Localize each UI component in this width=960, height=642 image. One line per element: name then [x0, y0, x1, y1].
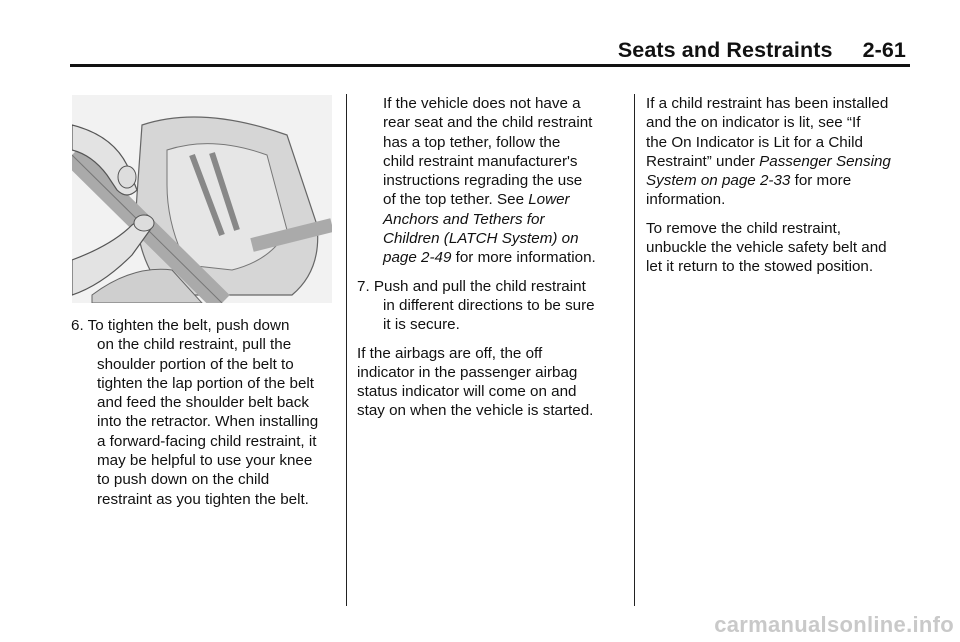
- step-6-line-8: may be helpful to use your knee: [97, 452, 313, 470]
- indicator-para-suffix: for more: [790, 172, 852, 190]
- column-1: [71, 316, 339, 509]
- tether-para-line-2: rear seat and the child restraint: [383, 114, 593, 132]
- indicator-para-line-3: the On Indicator is Lit for a Child: [646, 133, 863, 151]
- child-restraint-illustration: [72, 95, 332, 303]
- column-divider-1: [346, 94, 347, 606]
- latch-page-reference-link[interactable]: page 2-49: [383, 249, 452, 267]
- tether-para-line-1: If the vehicle does not have a: [383, 95, 581, 112]
- tether-para-text: of the top tether. See: [383, 191, 529, 209]
- step-6-line-6: into the retractor. When installing: [97, 413, 319, 431]
- latch-reference-link-line-2[interactable]: Anchors and Tethers for: [383, 210, 545, 228]
- step-7-line-2: in different directions to be sure: [383, 296, 595, 314]
- airbag-para-line-4: stay on when the vehicle is started.: [357, 402, 594, 420]
- indicator-para-line-5: [646, 171, 914, 190]
- step-7-line-1: 7. Push and pull the child restraint: [357, 277, 586, 295]
- remove-para-line-2: unbuckle the vehicle safety belt and: [646, 239, 887, 257]
- remove-para-line-1: To remove the child restraint,: [646, 219, 841, 237]
- column-2: [357, 94, 625, 421]
- tether-para-line-6: [357, 190, 625, 209]
- latch-reference-link-line-3[interactable]: Children (LATCH System) on: [383, 230, 579, 248]
- indicator-para-line-6: information.: [646, 191, 726, 209]
- indicator-para-line-2: and the on indicator is lit, see “If: [646, 114, 861, 132]
- step-6-line-4: tighten the lap portion of the belt: [97, 374, 315, 392]
- step-6-line-7: a forward-facing child restraint, it: [97, 432, 317, 450]
- step-6-line-2: on the child restraint, pull the: [97, 336, 292, 354]
- header-rule: [70, 64, 910, 67]
- column-3: [646, 94, 914, 277]
- footer-watermark: carmanualsonline.info: [714, 612, 954, 637]
- section-title: Seats and Restraints: [617, 38, 833, 62]
- step-7-line-3: it is secure.: [383, 316, 460, 334]
- tether-para-line-9: [357, 248, 625, 267]
- tether-para-line-3: has a top tether, follow the: [383, 133, 561, 151]
- remove-para-line-3: let it return to the stowed position.: [646, 258, 874, 276]
- step-6-line-3: shoulder portion of the belt to: [97, 355, 294, 373]
- passenger-sensing-link[interactable]: Passenger Sensing: [759, 152, 891, 170]
- tether-para-line-4: child restraint manufacturer's: [383, 152, 578, 170]
- tether-para-suffix: for more information.: [451, 249, 596, 267]
- indicator-para-line-1: If a child restraint has been installed: [646, 95, 889, 112]
- header-title: [618, 38, 906, 63]
- column-divider-2: [634, 94, 635, 606]
- airbag-para-line-1: If the airbags are off, the off: [357, 344, 543, 362]
- step-6-line-1: 6. To tighten the belt, push down: [71, 317, 290, 334]
- step-6-line-10: restraint as you tighten the belt.: [97, 490, 309, 508]
- step-6-line-5: and feed the shoulder belt back: [97, 394, 309, 412]
- airbag-para-line-3: status indicator will come on and: [357, 383, 577, 401]
- passenger-sensing-page-link[interactable]: System on page 2-33: [646, 172, 791, 190]
- step-6-line-9: to push down on the child: [97, 471, 270, 489]
- latch-reference-link[interactable]: Lower: [528, 191, 570, 209]
- airbag-para-line-2: indicator in the passenger airbag: [357, 363, 578, 381]
- indicator-para-line-4: [646, 152, 914, 171]
- indicator-para-text: Restraint” under: [646, 152, 760, 170]
- tether-para-line-5: instructions regrading the use: [383, 172, 583, 190]
- page-number: 2-61: [862, 38, 906, 62]
